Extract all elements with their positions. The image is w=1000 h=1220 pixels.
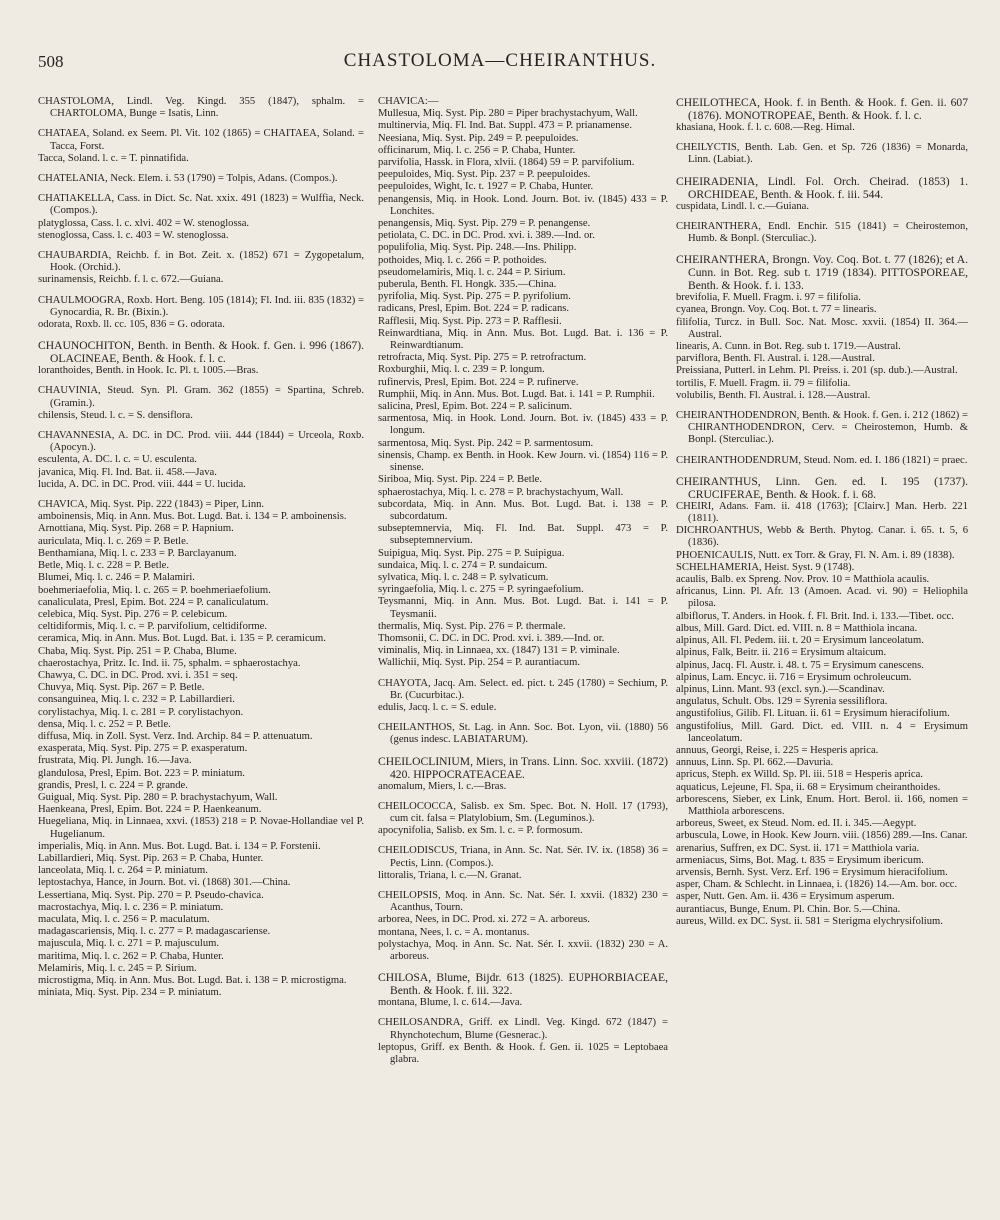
species-entry: Roxburghii, Miq. l. c. 239 = P. longum. bbox=[378, 364, 545, 376]
species-entry: imperialis, Miq. in Ann. Mus. Bot. Lugd. Bat. i. 134 = P. Forstenii. bbox=[38, 840, 321, 852]
species-entry: arborea, Nees, in DC. Prod. xi. 272 = A. arboreus. bbox=[378, 914, 590, 926]
species-entry: aquaticus, Lejeune, Fl. Spa, ii. 68 = Erysimum cheiranthoides. bbox=[676, 781, 941, 793]
species-entry: littoralis, Triana, l. c.—N. Granat. bbox=[378, 869, 522, 881]
species-entry: montana, Blume, l. c. 614.—Java. bbox=[378, 997, 523, 1009]
species-entry: anomalum, Miers, l. c.—Bras. bbox=[378, 780, 507, 792]
species-entry: frustrata, Miq. Pl. Jungh. 16.—Java. bbox=[38, 755, 192, 767]
species-entry: alpinus, All. Fl. Pedem. iii. t. 20 = Erysimum lanceolatum. bbox=[676, 635, 924, 647]
species-entry: cuspidata, Lindl. l. c.—Guiana. bbox=[676, 200, 809, 212]
species-entry: aurantiacus, Bunge, Enum. Pl. Chin. Bor. 5.—China. bbox=[676, 903, 901, 915]
species-entry: chilensis, Steud. l. c. = S. densiflora. bbox=[38, 409, 193, 421]
species-entry: asper, Nutt. Gen. Am. ii. 436 = Erysimum asperum. bbox=[676, 891, 895, 903]
species-entry: madagascariensis, Miq. l. c. 277 = P. madagascariense. bbox=[38, 926, 271, 938]
genus-entry: CHAULMOOGRA, Roxb. Hort. Beng. 105 (1814); Fl. Ind. iii. 835 (1832) = Gynocardia, R. Br. (Bixin.). bbox=[38, 294, 364, 318]
species-entry: arborescens, Sieber, ex Link, Enum. Hort. Berol. ii. 166, nomen = Matthiola arborescens. bbox=[676, 793, 968, 817]
species-entry: corylistachya, Miq. l. c. 281 = P. corylistachyon. bbox=[38, 706, 244, 718]
species-entry: sphaerostachya, Miq. l. c. 278 = P. brachystachyum, Wall. bbox=[378, 486, 624, 498]
species-entry: Siriboa, Miq. Syst. Pip. 224 = P. Betle. bbox=[378, 474, 543, 486]
page-header bbox=[0, 50, 1000, 80]
species-entry: thermalis, Miq. Syst. Pip. 276 = P. thermale. bbox=[378, 620, 566, 632]
species-entry: esculenta, A. DC. l. c. = U. esculenta. bbox=[38, 454, 197, 466]
species-entry: Lessertiana, Miq. Syst. Pip. 270 = P. Pseudo-chavica. bbox=[38, 889, 264, 901]
species-entry: populifolia, Miq. Syst. Pip. 248.—Ins. Philipp. bbox=[378, 242, 577, 254]
species-entry: Betle, Miq. l. c. 228 = P. Betle. bbox=[38, 560, 170, 572]
species-entry: penangensis, Miq. in Hook. Lond. Journ. Bot. iv. (1845) 433 = P. Lonchites. bbox=[378, 193, 668, 217]
genus-entry: CHEILODISCUS, Triana, in Ann. Sc. Nat. Sér. IV. ix. (1858) 36 = Pectis, Linn. (Compos.). bbox=[378, 845, 668, 869]
species-entry: armeniacus, Sims, Bot. Mag. t. 835 = Erysimum ibericum. bbox=[676, 854, 924, 866]
species-entry: microstigma, Miq. in Ann. Mus. Bot. Lugd. Bat. i. 138 = P. microstigma. bbox=[38, 975, 347, 986]
genus-entry: CHEILYCTIS, Benth. Lab. Gen. et Sp. 726 (1836) = Monarda, Linn. (Labiat.). bbox=[676, 142, 968, 166]
species-entry: aureus, Willd. ex DC. Syst. ii. 581 = Sterigma elychrysifolium. bbox=[676, 915, 943, 927]
species-entry: javanica, Miq. Fl. Ind. Bat. ii. 458.—Java. bbox=[38, 466, 217, 478]
species-entry: rufinervis, Presl, Epim. Bot. 224 = P. rufinerve. bbox=[378, 376, 579, 388]
species-entry: canaliculata, Presl, Epim. Bot. 224 = P. canaliculatum. bbox=[38, 596, 269, 608]
species-entry: lucida, A. DC. in DC. Prod. viii. 444 = U. lucida. bbox=[38, 478, 246, 490]
genus-entry: CHILOSA, Blume, Bijdr. 613 (1825). EUPHORBIACEAE, Benth. & Hook. f. iii. 322. bbox=[378, 971, 668, 998]
column-middle bbox=[378, 96, 668, 1210]
species-entry: Preissiana, Putterl. in Lehm. Pl. Preiss. i. 201 (sp. dub.).—Austral. bbox=[676, 365, 958, 377]
species-entry: salicina, Presl, Epim. Bot. 224 = P. salicinum. bbox=[378, 401, 573, 413]
species-entry: penangensis, Miq. Syst. Pip. 279 = P. penangense. bbox=[378, 218, 591, 230]
genus-entry: CHEIRANTHODENDRON, Benth. & Hook. f. Gen. i. 212 (1862) = CHIRANTHODENDRON, Cerv. = Cheirostemon, Humb. & Bonpl. (Sterculiac.). bbox=[676, 410, 968, 446]
species-entry: acaulis, Balb. ex Spreng. Nov. Prov. 10 = Matthiola acaulis. bbox=[676, 574, 930, 586]
species-entry: diffusa, Miq. in Zoll. Syst. Verz. Ind. Archip. 84 = P. attenuatum. bbox=[38, 730, 313, 742]
species-entry: petiolata, C. DC. in DC. Prod. xvi. i. 389.—Ind. or. bbox=[378, 230, 595, 242]
genus-entry: CHEIRANTHERA, Endl. Enchir. 515 (1841) = Cheirostemon, Humb. & Bonpl. (Sterculiac.). bbox=[676, 220, 968, 245]
species-entry: CHEIRI, Adans. Fam. ii. 418 (1763); [Clairv.] Man. Herb. 221 (1811). bbox=[676, 500, 968, 525]
running-title: CHASTOLOMA—CHEIRANTHUS. bbox=[343, 50, 657, 71]
species-entry: Haenkeana, Presl, Epim. Bot. 224 = P. Haenkeanum. bbox=[38, 804, 262, 816]
species-entry: angulatus, Schult. Obs. 129 = Syrenia sessiliflora. bbox=[676, 696, 888, 708]
genus-entry: CHEIRANTHUS, Linn. Gen. ed. I. 195 (1737). CRUCIFERAE, Benth. & Hook. f. i. 68. bbox=[676, 474, 968, 501]
species-entry: auriculata, Miq. l. c. 269 = P. Betle. bbox=[38, 535, 189, 547]
species-entry: sylvatica, Miq. l. c. 248 = P. sylvaticum. bbox=[378, 571, 549, 583]
species-entry: angustifolius, Gilib. Fl. Lituan. ii. 61 = Erysimum hieracifolium. bbox=[676, 708, 950, 720]
species-entry: sinensis, Champ. ex Benth. in Hook. Kew Journ. vi. (1854) 116 = P. sinense. bbox=[378, 449, 668, 474]
species-entry: ceramica, Miq. in Ann. Mus. Bot. Lugd. Bat. i. 135 = P. ceramicum. bbox=[38, 633, 326, 645]
genus-entry: CHEILOPSIS, Moq. in Ann. Sc. Nat. Sér. I. xxvii. (1832) 230 = Acanthus, Tourn. bbox=[378, 889, 668, 914]
species-entry: arboreus, Sweet, ex Steud. Nom. ed. II. i. 345.—Aegypt. bbox=[676, 818, 917, 830]
species-entry: sarmentosa, Miq. in Hook. Lond. Journ. Bot. iv. (1845) 433 = P. longum. bbox=[378, 413, 668, 437]
species-entry: Guigual, Miq. Syst. Pip. 280 = P. brachystachyum, Wall. bbox=[38, 791, 278, 803]
genus-entry: CHAUVINIA, Steud. Syn. Pl. Gram. 362 (1855) = Spartina, Schreb. (Gramin.). bbox=[38, 385, 364, 409]
species-entry: lanceolata, Miq. l. c. 264 = P. miniatum. bbox=[38, 865, 208, 877]
genus-entry: CHEIRANTHODENDRUM, Steud. Nom. ed. I. 186 (1821) = praec. bbox=[676, 454, 968, 466]
genus-entry: CHEILANTHOS, St. Lag. in Ann. Soc. Bot. Lyon, vii. (1880) 56 (genus indesc. LABIATARUM). bbox=[378, 722, 668, 746]
species-entry: officinarum, Miq. l. c. 256 = P. Chaba, Hunter. bbox=[378, 144, 576, 156]
species-entry: Teysmanni, Miq. in Ann. Mus. Bot. Lugd. Bat. i. 141 = P. Teysmanii. bbox=[378, 596, 668, 620]
genus-entry: CHASTOLOMA, Lindl. Veg. Kingd. 355 (1847), sphalm. = CHARTOLOMA, Bunge = Isatis, Linn. bbox=[38, 96, 364, 120]
species-entry: polystachya, Moq. in Ann. Sc. Nat. Sér. I. xxvii. (1832) 230 = A. arboreus. bbox=[378, 938, 668, 962]
species-entry: leptopus, Griff. ex Benth. & Hook. f. Gen. ii. 1025 = Leptobaea glabra. bbox=[378, 1041, 668, 1066]
species-entry: viminalis, Miq. in Linnaea, xx. (1847) 131 = P. viminale. bbox=[378, 645, 620, 657]
species-entry: Thomsonii, C. DC. in DC. Prod. xvi. i. 389.—Ind. or. bbox=[378, 632, 605, 644]
page-number: 508 bbox=[38, 52, 64, 71]
column-right bbox=[676, 96, 968, 1210]
species-entry: annuus, Georgi, Reise, i. 225 = Hesperis aprica. bbox=[676, 744, 879, 756]
species-entry: exasperata, Miq. Syst. Pip. 275 = P. exasperatum. bbox=[38, 743, 248, 755]
species-entry: celebica, Miq. Syst. Pip. 276 = P. celebicum. bbox=[38, 608, 228, 620]
genus-entry: CHEILOCLINIUM, Miers, in Trans. Linn. Soc. xxviii. (1872) 420. HIPPOCRATEACEAE. bbox=[378, 754, 668, 781]
species-entry: miniata, Miq. Syst. Pip. 234 = P. miniatum. bbox=[38, 987, 222, 999]
species-entry: multinervia, Miq. Fl. Ind. Bat. Suppl. 473 = P. prianamense. bbox=[378, 120, 633, 132]
species-entry: subcordata, Miq. in Ann. Mus. Bot. Lugd. Bat. i. 138 = P. subcordatum. bbox=[378, 498, 668, 522]
species-entry: pyrifolia, Miq. Syst. Pip. 275 = P. pyrifolium. bbox=[378, 291, 571, 303]
species-entry: loranthoides, Benth. in Hook. Ic. Pl. t. 1005.—Bras. bbox=[38, 365, 259, 377]
species-entry: odorata, Roxb. ll. cc. 105, 836 = G. odorata. bbox=[38, 319, 225, 331]
species-entry: chaerostachya, Pritz. Ic. Ind. ii. 75, sphalm. = sphaerostachya. bbox=[38, 657, 301, 669]
species-entry: leptostachya, Hance, in Journ. Bot. vi. (1868) 301.—China. bbox=[38, 877, 291, 889]
species-entry: volubilis, Benth. Fl. Austral. i. 128.—Austral. bbox=[676, 389, 871, 401]
species-entry: alpinus, Jacq. Fl. Austr. i. 48. t. 75 = Erysimum canescens. bbox=[676, 659, 924, 671]
species-entry: Rafflesii, Miq. Syst. Pip. 273 = P. Rafflesii. bbox=[378, 315, 562, 327]
species-entry: montana, Nees, l. c. = A. montanus. bbox=[378, 926, 530, 938]
species-entry: albiflorus, T. Anders. in Hook. f. Fl. Brit. Ind. i. 133.—Tibet. occ. bbox=[676, 610, 954, 622]
genus-entry: CHAVICA:— bbox=[378, 96, 439, 107]
species-entry: boehmeriaefolia, Miq. l. c. 265 = P. boehmeriaefolium. bbox=[38, 584, 271, 596]
species-entry: amboinensis, Miq. in Ann. Mus. Bot. Lugd. Bat. i. 134 = P. amboinensis. bbox=[38, 511, 347, 523]
species-entry: subseptemnervia, Miq. Fl. Ind. Bat. Suppl. 473 = P. subseptemnervium. bbox=[378, 523, 668, 547]
species-entry: parviflora, Benth. Fl. Austral. i. 128.—Austral. bbox=[676, 353, 875, 365]
species-entry: stenoglossa, Cass. l. c. 403 = W. stenoglossa. bbox=[38, 229, 229, 241]
species-entry: alpinus, Lam. Encyc. ii. 716 = Erysimum ochroleucum. bbox=[676, 671, 912, 683]
species-entry: consanguinea, Miq. l. c. 232 = P. Labillardieri. bbox=[38, 694, 235, 706]
genus-entry: CHEIRANTHERA, Brongn. Voy. Coq. Bot. t. 77 (1826); et A. Cunn. in Bot. Reg. sub t. 1719 (1834). PITTOSPOREAE, Benth. & Hook. f. i. 133. bbox=[676, 253, 968, 293]
genus-entry: CHATAEA, Soland. ex Seem. Pl. Vit. 102 (1865) = CHAITAEA, Soland. = Tacca, Forst. bbox=[38, 128, 364, 152]
species-entry: khasiana, Hook. f. l. c. 608.—Reg. Himal. bbox=[676, 122, 855, 133]
species-entry: asper, Cham. & Schlecht. in Linnaea, i. (1826) 14.—Am. bor. occ. bbox=[676, 879, 958, 891]
species-entry: maculata, Miq. l. c. 256 = P. maculatum. bbox=[38, 913, 210, 925]
species-entry: pseudomelamiris, Miq. l. c. 244 = P. Sirium. bbox=[378, 266, 566, 278]
species-entry: tortilis, F. Muell. Fragm. ii. 79 = filifolia. bbox=[676, 377, 851, 389]
species-entry: Arnottiana, Miq. Syst. Pip. 268 = P. Hapnium. bbox=[38, 523, 234, 535]
species-entry: angustifolius, Mill. Gard. Dict. ed. VIII. n. 4 = Erysimum lanceolatum. bbox=[676, 720, 968, 744]
species-entry: albus, Mill. Gard. Dict. ed. VIII. n. 8 = Matthiola incana. bbox=[676, 622, 918, 634]
genus-entry: CHATELANIA, Neck. Elem. i. 53 (1790) = Tolpis, Adans. (Compos.). bbox=[38, 173, 338, 185]
species-entry: Blumei, Miq. l. c. 246 = P. Malamiri. bbox=[38, 572, 195, 584]
genus-entry: CHEILOTHECA, Hook. f. in Benth. & Hook. f. Gen. ii. 607 (1876). MONOTROPEAE, Benth. & Hook. f. l. c. bbox=[676, 96, 968, 122]
genus-entry: CHAYOTA, Jacq. Am. Select. ed. pict. t. 245 (1780) = Sechium, P. Br. (Cucurbitac.). bbox=[378, 677, 668, 701]
species-entry: DICHROANTHUS, Webb & Berth. Phytog. Canar. i. 65. t. 5, 6 (1836). bbox=[676, 525, 968, 549]
species-entry: radicans, Presl, Epim. Bot. 224 = P. radicans. bbox=[378, 303, 570, 315]
species-entry: linearis, A. Cunn. in Bot. Reg. sub t. 1719.—Austral. bbox=[676, 341, 901, 353]
species-entry: majuscula, Miq. l. c. 271 = P. majusculum. bbox=[38, 938, 220, 950]
species-entry: brevifolia, F. Muell. Fragm. i. 97 = filifolia. bbox=[676, 292, 861, 304]
species-entry: arbuscula, Lowe, in Hook. Kew Journ. viii. (1856) 289.—Ins. Canar. bbox=[676, 830, 968, 842]
species-entry: edulis, Jacq. l. c. = S. edule. bbox=[378, 701, 497, 713]
species-entry: Chawya, C. DC. in DC. Prod. xvi. i. 351 = seq. bbox=[38, 669, 238, 681]
species-entry: Labillardieri, Miq. Syst. Pip. 263 = P. Chaba, Hunter. bbox=[38, 852, 264, 864]
species-entry: Huegeliana, Miq. in Linnaea, xxvi. (1853) 218 = P. Novae-Hollandiae vel P. Hugelianum. bbox=[38, 816, 364, 840]
species-entry: Benthamiana, Miq. l. c. 233 = P. Barclayanum. bbox=[38, 547, 237, 559]
species-entry: maritima, Miq. l. c. 262 = P. Chaba, Hunter. bbox=[38, 950, 224, 962]
species-entry: Wallichii, Miq. Syst. Pip. 254 = P. aurantiacum. bbox=[378, 657, 580, 669]
species-entry: SCHELHAMERIA, Heist. Syst. 9 (1748). bbox=[676, 561, 855, 573]
species-entry: Chuvya, Miq. Syst. Pip. 267 = P. Betle. bbox=[38, 682, 205, 694]
species-entry: alpinus, Linn. Mant. 93 (excl. syn.).—Scandinav. bbox=[676, 683, 885, 695]
species-entry: Rumphii, Miq. in Ann. Mus. Bot. Lugd. Bat. i. 141 = P. Rumphii. bbox=[378, 388, 655, 400]
species-entry: retrofracta, Miq. Syst. Pip. 275 = P. retrofractum. bbox=[378, 352, 587, 364]
species-entry: peepuloides, Miq. Syst. Pip. 237 = P. peepuloides. bbox=[378, 169, 591, 181]
species-entry: Neesiana, Miq. Syst. Pip. 249 = P. peepuloides. bbox=[378, 132, 579, 144]
species-entry: arvensis, Bernh. Syst. Verz. Erf. 196 = Erysimum hieracifolium. bbox=[676, 866, 948, 878]
species-entry: macrostachya, Miq. l. c. 236 = P. miniatum. bbox=[38, 901, 224, 913]
species-entry: apricus, Steph. ex Willd. Sp. Pl. iii. 518 = Hesperis aprica. bbox=[676, 769, 923, 781]
species-entry: glandulosa, Presl, Epim. Bot. 223 = P. miniatum. bbox=[38, 767, 245, 779]
species-entry: grandis, Presl, l. c. 224 = P. grande. bbox=[38, 779, 188, 791]
species-entry: africanus, Linn. Pl. Afr. 13 (Amoen. Acad. vi. 90) = Heliophila pilosa. bbox=[676, 586, 968, 610]
genus-entry: CHAVANNESIA, A. DC. in DC. Prod. viii. 444 (1844) = Urceola, Roxb. (Apocyn.). bbox=[38, 430, 364, 454]
species-entry: sarmentosa, Miq. Syst. Pip. 242 = P. sarmentosum. bbox=[378, 437, 594, 449]
species-entry: surinamensis, Reichb. f. l. c. 672.—Guiana. bbox=[38, 274, 224, 286]
genus-entry: CHEIRADENIA, Lindl. Fol. Orch. Cheirad. (1853) 1. ORCHIDEAE, Benth. & Hook. f. iii. 544. bbox=[676, 174, 968, 201]
genus-entry: CHEILOCOCCA, Salisb. ex Sm. Spec. Bot. N. Holl. 17 (1793), cum cit. falsa = Platylobium, Sm. (Leguminos.). bbox=[378, 800, 668, 824]
species-entry: Tacca, Soland. l. c. = T. pinnatifida. bbox=[38, 152, 189, 164]
species-entry: Mullesua, Miq. Syst. Pip. 280 = Piper brachystachyum, Wall. bbox=[378, 108, 638, 120]
species-entry: Melamiris, Miq. l. c. 245 = P. Sirium. bbox=[38, 962, 197, 974]
species-entry: Suipigua, Miq. Syst. Pip. 275 = P. Suipigua. bbox=[378, 547, 565, 559]
species-entry: densa, Miq. l. c. 252 = P. Betle. bbox=[38, 718, 171, 730]
genus-entry: CHAVICA, Miq. Syst. Pip. 222 (1843) = Piper, Linn. bbox=[38, 499, 265, 511]
species-entry: parvifolia, Hassk. in Flora, xlvii. (1864) 59 = P. parvifolium. bbox=[378, 157, 635, 169]
species-entry: annuus, Linn. Sp. Pl. 662.—Davuria. bbox=[676, 757, 834, 769]
species-entry: puberula, Benth. Fl. Hongk. 335.—China. bbox=[378, 279, 557, 291]
genus-entry: CHEILOSANDRA, Griff. ex Lindl. Veg. Kingd. 672 (1847) = Rhynchotechum, Blume (Gesnerac.). bbox=[378, 1017, 668, 1041]
genus-entry: CHAUNOCHITON, Benth. in Benth. & Hook. f. Gen. i. 996 (1867). OLACINEAE, Benth. & Hook. f. l. c. bbox=[38, 339, 364, 366]
species-entry: sundaica, Miq. l. c. 274 = P. sundaicum. bbox=[378, 559, 548, 571]
column-left bbox=[38, 96, 364, 1210]
species-entry: platyglossa, Cass. l. c. xlvi. 402 = W. stenoglossa. bbox=[38, 217, 250, 229]
species-entry: syringaefolia, Miq. l. c. 275 = P. syringaefolium. bbox=[378, 584, 584, 596]
species-entry: Chaba, Miq. Syst. Pip. 251 = P. Chaba, Blume. bbox=[38, 645, 237, 657]
species-entry: alpinus, Falk, Beitr. ii. 216 = Erysimum altaicum. bbox=[676, 647, 887, 659]
species-entry: cyanea, Brongn. Voy. Coq. Bot. t. 77 = linearis. bbox=[676, 304, 877, 316]
genus-entry: CHAUBARDIA, Reichb. f. in Bot. Zeit. x. (1852) 671 = Zygopetalum, Hook. (Orchid.). bbox=[38, 250, 364, 274]
species-entry: arenarius, Suffren, ex DC. Syst. ii. 171 = Matthiola varia. bbox=[676, 842, 920, 854]
species-entry: apocynifolia, Salisb. ex Sm. l. c. = P. formosum. bbox=[378, 825, 583, 837]
species-entry: peepuloides, Wight, Ic. t. 1927 = P. Chaba, Hunter. bbox=[378, 181, 594, 193]
genus-entry: CHATIAKELLA, Cass. in Dict. Sc. Nat. xxix. 491 (1823) = Wulffia, Neck. (Compos.). bbox=[38, 193, 364, 217]
species-entry: filifolia, Turcz. in Bull. Soc. Nat. Mosc. xxvii. (1854) II. 364.—Austral. bbox=[676, 316, 968, 340]
species-entry: PHOENICAULIS, Nutt. ex Torr. & Gray, Fl. N. Am. i. 89 (1838). bbox=[676, 549, 955, 561]
species-entry: pothoides, Miq. l. c. 266 = P. pothoides. bbox=[378, 254, 547, 266]
species-entry: celtidiformis, Miq. l. c. = P. parvifolium, celtidiforme. bbox=[38, 621, 267, 633]
species-entry: Reinwardtiana, Miq. in Ann. Mus. Bot. Lugd. Bat. i. 136 = P. Reinwardtianum. bbox=[378, 327, 668, 352]
